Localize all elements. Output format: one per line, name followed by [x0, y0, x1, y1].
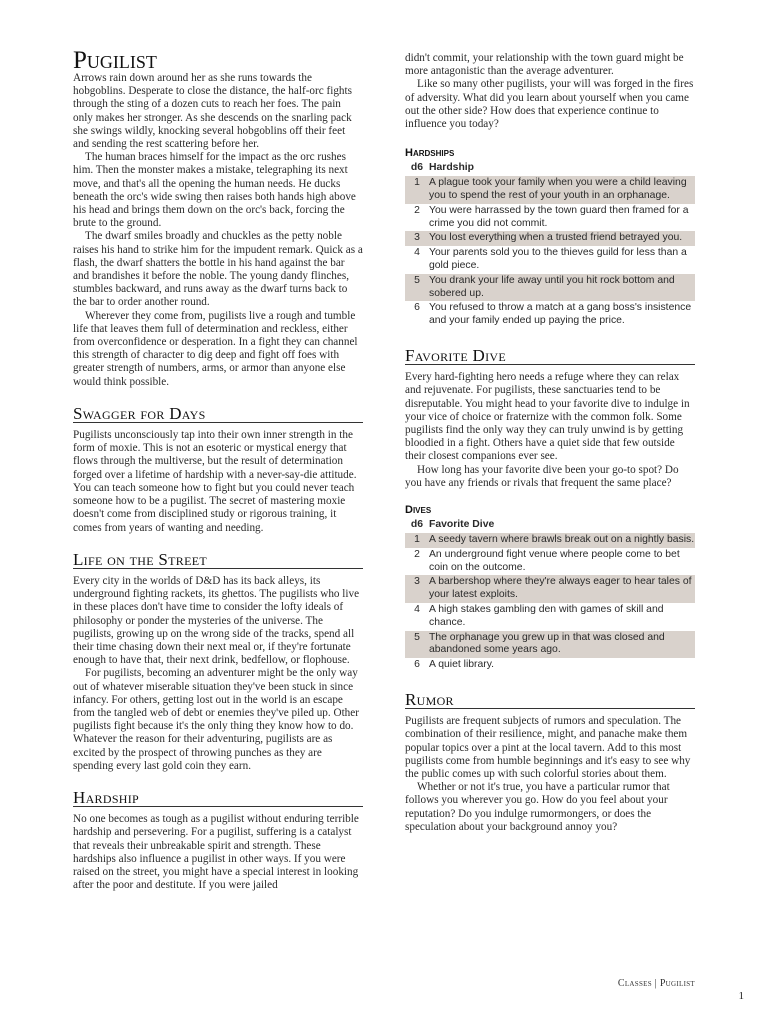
- table-row: [405, 301, 695, 329]
- hardships-table-title: Hardships: [405, 147, 455, 160]
- roll-number: 5: [405, 631, 429, 659]
- roll-number: 1: [405, 176, 429, 204]
- left-column: [73, 0, 363, 892]
- section-heading-street: Life on the Street: [73, 553, 363, 569]
- roll-number: 2: [414, 204, 420, 216]
- section-heading-hardship: Hardship: [73, 791, 363, 807]
- roll-number: 3: [405, 231, 429, 246]
- table-row: [405, 533, 695, 548]
- roll-number: 4: [414, 247, 420, 259]
- roll-number: 4: [414, 604, 420, 615]
- dives-table-header: [405, 519, 695, 533]
- table-row: [405, 274, 695, 302]
- right-column-content: [405, 52, 695, 834]
- dives-table: [405, 519, 695, 673]
- dives-col-label: Favorite Dive: [429, 519, 495, 531]
- roll-result: You were harrassed by the town guard then framed for a crime you did not commit.: [429, 204, 689, 229]
- table-row: [405, 231, 695, 246]
- roll-result: A seedy tavern where brawls break out on a nightly basis.: [429, 533, 695, 548]
- table-row: [405, 176, 695, 204]
- table-row: [405, 204, 695, 232]
- hardships-col-label: Hardship: [429, 162, 475, 174]
- roll-result: You lost everything when a trusted friend betrayed you.: [429, 231, 695, 246]
- intro-paragraph-4: Wherever they come from, pugilists live a rough and tumble life that leaves them full of determination and reckless, either from overconfidence or desperation. In a fight they can channel this strength of character to dig deep and fight off foes with greater strength of numbers, arms, or armor than anyone else would think possible.: [73, 309, 358, 388]
- dive-paragraph-2: How long has your favorite dive been your go-to spot? Do you have any friends or rivals that frequent the same place?: [405, 463, 679, 489]
- roll-number: 6: [414, 659, 420, 671]
- section-heading-swagger: Swagger for Days: [73, 407, 363, 423]
- street-paragraph-2: For pugilists, becoming an adventurer might be the only way out of whatever miserable situation they've been stuck in since infancy. For others, getting lost out in the world is an escape from the tangled web of debt or enemies they've piled up. Other pugilists fight because it's the only thing they know how to do. Whatever the reason for their adventuring, pugilists are as excited by the prospect of throwing punches as they are spending every last gold coin they earn.: [73, 667, 359, 772]
- roll-number: 5: [405, 274, 429, 302]
- table-row: [405, 548, 695, 576]
- roll-number: 3: [405, 575, 429, 603]
- roll-number: 1: [405, 533, 429, 548]
- street-paragraph-1: Every city in the worlds of D&D has its back alleys, its underground fighting rackets, its ghettos. The pugilists who live in these places don't have time to consider the lofty ideals of philosophy or ponder the mysteries of the universe. The pugilists, growing up on the wrong side of the tracks, spend all their time chasing down their next meal or, if they're fortunate enough to have that, their next drink, bedfellow, or flophouse.: [73, 574, 360, 667]
- page-number: 1: [738, 990, 744, 1002]
- roll-number: 2: [414, 548, 420, 560]
- roll-result: You refused to throw a match at a gang boss's insistence and your family ended up paying the price.: [429, 302, 692, 327]
- section-heading-rumor: Rumor: [405, 693, 695, 709]
- table-row: [405, 631, 695, 659]
- hardship-paragraph-1-continued: didn't commit, your relationship with the town guard might be more antagonistic than the average adventurer.: [405, 52, 684, 78]
- page-footer: Classes | Pugilist: [617, 978, 695, 989]
- roll-result: You drank your life away until you hit rock bottom and sobered up.: [429, 274, 695, 302]
- hardships-col-die: d6: [410, 162, 424, 174]
- page-title: Pugilist: [73, 47, 157, 74]
- roll-result: The orphanage you grew up in that was closed and abandoned some years ago.: [429, 631, 695, 659]
- roll-result: A barbershop where they're always eager to hear tales of your latest exploits.: [429, 575, 695, 603]
- intro-paragraph-1: Arrows rain down around her as she runs towards the hobgoblins. Desperate to close the distance, the half-orc fights through the sting of a dozen cuts to reach her foes. The pain only makes her stronger. As she descends on the snarling pack she swings wildly, knocking several hobgoblins off their feet and sending the rest scattering before her.: [73, 72, 352, 151]
- rumor-paragraph-1: Pugilists are frequent subjects of rumors and speculation. The combination of their resilience, might, and panache make them popular topics over a pint at the local tavern. Add to this most pugilists come from humble beginnings and it's easy to see why the public comes up with such colorful stories about them.: [405, 715, 691, 780]
- swagger-paragraph-1: Pugilists unconsciously tap into their own inner strength in the form of moxie. This is not an esoteric or mystical energy that flows through the multiverse, but the result of determination forged over a lifetime of hardship with a never-say-die attitude. You can teach someone how to fight but you could never teach someone how to be a pugilist. The secret of mastering moxie doesn't come from disciplined study or rigorous training, it comes from years of wanting and needing.: [73, 429, 357, 534]
- rumor-paragraph-2: Whether or not it's true, you have a particular rumor that follows you wherever you go. How do you feel about your reputation? Do you indulge rumormongers, or does the speculation about your background annoy you?: [405, 781, 670, 833]
- dives-col-die: d6: [410, 519, 424, 531]
- hardship-paragraph-2: Like so many other pugilists, your will was forged in the fires of adversity. What did you learn about yourself when you came out the other side? How does that experience continue to influence you today?: [405, 78, 694, 131]
- intro-paragraph-2: The human braces himself for the impact as the orc rushes him. Then the monster makes a mistake, telegraphing its next move, and that's all the opening the human needs. He ducks beneath the orc's wide swing then raises both hands high above his head and brings them down on the orc's back, forcing the brute to the ground.: [73, 151, 356, 230]
- table-row: [405, 658, 695, 673]
- table-row: [405, 246, 695, 274]
- dives-table-title: Dives: [405, 504, 432, 517]
- roll-result: A high stakes gambling den with games of skill and chance.: [429, 604, 664, 628]
- hardship-paragraph-1: No one becomes as tough as a pugilist without enduring terrible hardship and persevering. For a pugilist, suffering is a catalyst that reveals their unbreakable spirit and strength. These hardships also influence a pugilist in other ways. If you were raised on the street, you might have a special interest in looking after the poor and destitute. If you were jailed: [73, 813, 359, 892]
- hardships-table-header: [405, 162, 695, 176]
- intro-paragraph-3: The dwarf smiles broadly and chuckles as the petty noble raises his hand to strike him for the impudent remark. Quick as a flash, the dwarf shatters the bottle in his hand against the bar and brandishes it before the noble. The young dandy flinches, stumbles backward, and runs away as the dwarf turns back to the bar to order another round.: [73, 230, 363, 309]
- dive-paragraph-1: Every hard-fighting hero needs a refuge where they can relax and rejuvenate. For pugilists, these sanctuaries tend to be disreputable. You might head to your favorite dive to indulge in your vice of choice or fraternize with the common folk. Some pugilists find the only way they can truly unwind is by getting bloodied in a fight. Others have a quiet side that few outside their closest companions ever see.: [405, 371, 690, 463]
- roll-result: A plague took your family when you were a child leaving you to spend the rest of your youth in an orphanage.: [429, 176, 695, 204]
- table-row: [405, 603, 695, 631]
- hardships-table: [405, 162, 695, 329]
- roll-result: A quiet library.: [429, 659, 495, 671]
- roll-result: Your parents sold you to the thieves guild for less than a gold piece.: [429, 247, 687, 271]
- section-heading-dive: Favorite Dive: [405, 349, 695, 365]
- roll-result: An underground fight venue where people come to bet coin on the outcome.: [429, 548, 680, 573]
- table-row: [405, 575, 695, 603]
- roll-number: 6: [414, 302, 420, 314]
